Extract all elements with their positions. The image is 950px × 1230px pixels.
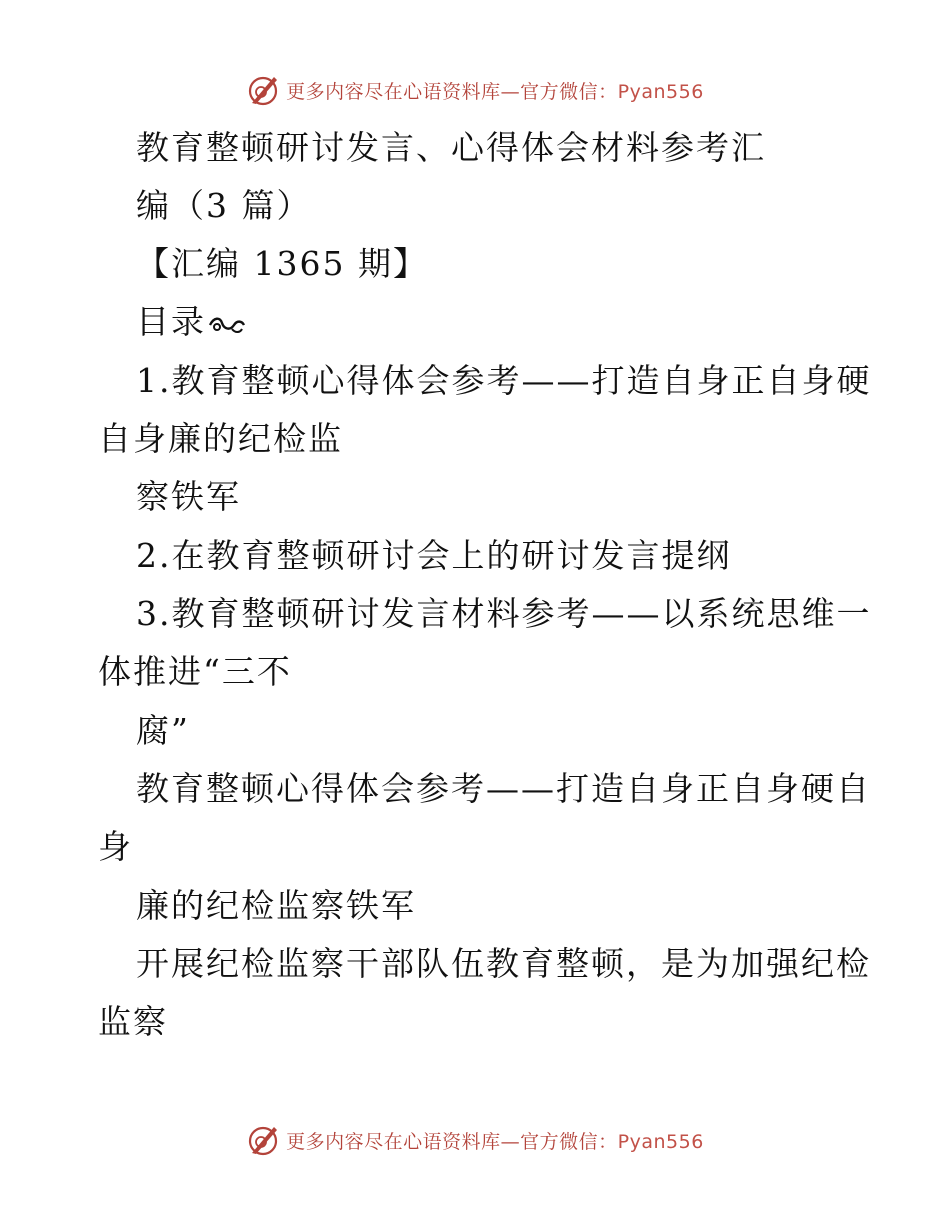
toc-heading-text: 目录 [136,302,206,341]
toc-item-1-cont: 自身廉的纪检监 [98,419,343,458]
section-title: 教育整顿心得体会参考——打造自身正自身硬自 [136,769,871,808]
banner-handle: Pyan556 [617,80,704,103]
toc-heading [136,302,246,342]
section-title-cont-2: 廉的纪检监察铁军 [136,886,416,925]
banner-text: 更多内容尽在心语资料库—官方微信：Pyan556 [286,1130,704,1153]
section-title-cont: 身 [98,827,133,866]
banner-handle: Pyan556 [617,1130,704,1153]
toc-item-3-cont-2: 腐” [136,711,190,750]
doc-title-line-1: 教育整顿研讨发言、心得体会材料参考汇 [136,128,766,167]
toc-item-1-cont-2: 察铁军 [136,477,241,516]
toc-item-1: 1.教育整顿心得体会参考——打造自身正自身硬 [136,361,872,400]
toc-item-3: 3.教育整顿研讨发言材料参考——以系统思维一 [136,594,872,633]
flourish-icon [208,313,246,335]
doc-title-line-2: 编（3 篇） [136,186,312,225]
body-paragraph: 开展纪检监察干部队伍教育整顿，是为加强纪检 [136,944,871,983]
doc-issue-line: 【汇编 1365 期】 [136,244,428,283]
toc-item-3-cont: 体推进“三不 [98,652,292,691]
footer-banner [0,1120,950,1160]
pen-logo-icon [246,73,280,107]
header-banner [0,70,950,110]
body-paragraph-cont: 监察 [98,1002,168,1041]
pen-logo-icon [246,1123,280,1157]
banner-text: 更多内容尽在心语资料库—官方微信：Pyan556 [286,80,704,103]
toc-item-2: 2.在教育整顿研讨会上的研讨发言提纲 [136,536,732,575]
